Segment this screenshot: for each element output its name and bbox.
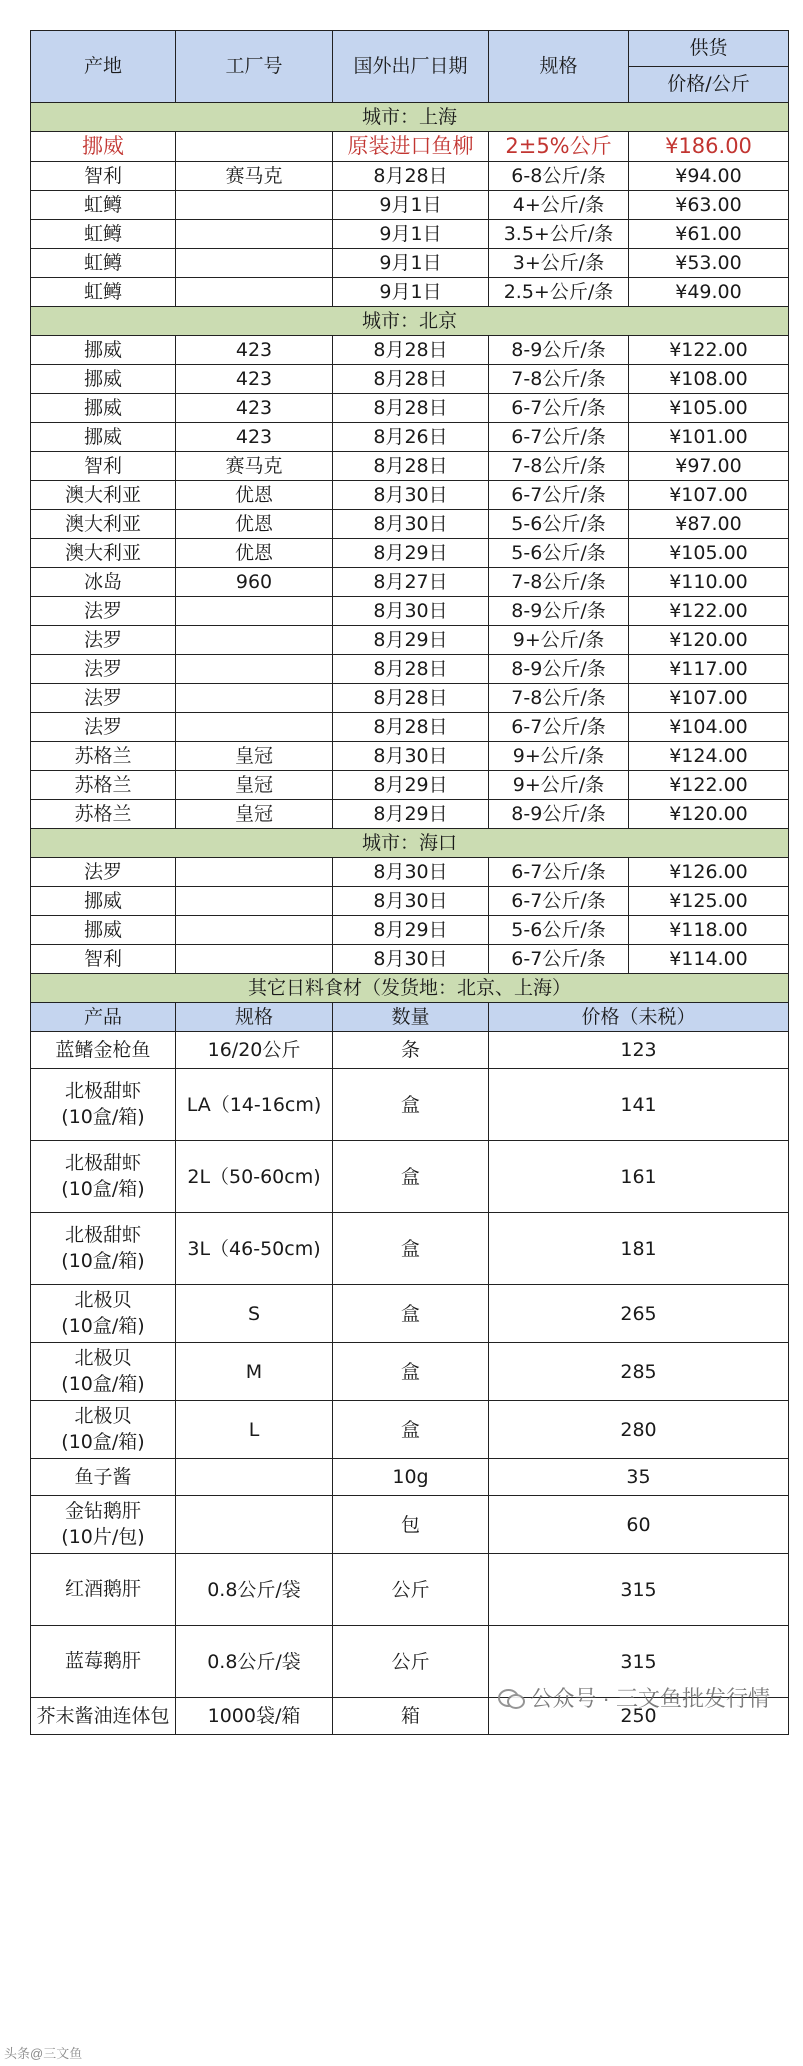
cell-origin: 法罗 bbox=[31, 597, 176, 626]
cell-origin: 虹鳟 bbox=[31, 249, 176, 278]
table-row bbox=[31, 220, 789, 249]
cell-date: 9月1日 bbox=[333, 191, 489, 220]
other-header-row bbox=[31, 1003, 789, 1032]
header-origin: 产地 bbox=[31, 31, 176, 103]
cell-origin: 挪威 bbox=[31, 887, 176, 916]
cell-price: ¥61.00 bbox=[629, 220, 789, 249]
cell-price: 60 bbox=[489, 1496, 789, 1554]
cell-origin: 苏格兰 bbox=[31, 800, 176, 829]
cell-product: 蓝鳍金枪鱼 bbox=[31, 1032, 176, 1069]
cell-price: ¥108.00 bbox=[629, 365, 789, 394]
cell-factory: 优恩 bbox=[176, 510, 333, 539]
table-row bbox=[31, 162, 789, 191]
table-row bbox=[31, 800, 789, 829]
cell-price: ¥105.00 bbox=[629, 539, 789, 568]
cell-date: 9月1日 bbox=[333, 278, 489, 307]
cell-spec: 8-9公斤/条 bbox=[489, 336, 629, 365]
other-table-row bbox=[31, 1032, 789, 1069]
table-row bbox=[31, 568, 789, 597]
cell-product: 北极贝 (10盒/箱) bbox=[31, 1401, 176, 1459]
cell-origin: 虹鳟 bbox=[31, 278, 176, 307]
table-row bbox=[31, 278, 789, 307]
cell-factory bbox=[176, 249, 333, 278]
other-header-qty: 数量 bbox=[333, 1003, 489, 1032]
cell-origin: 澳大利亚 bbox=[31, 539, 176, 568]
cell-factory bbox=[176, 220, 333, 249]
cell-qty: 盒 bbox=[333, 1401, 489, 1459]
cell-product: 北极甜虾 (10盒/箱) bbox=[31, 1069, 176, 1141]
cell-spec: 5-6公斤/条 bbox=[489, 539, 629, 568]
cell-spec: 3+公斤/条 bbox=[489, 249, 629, 278]
table-row bbox=[31, 626, 789, 655]
table-row bbox=[31, 336, 789, 365]
cell-product: 北极贝 (10盒/箱) bbox=[31, 1343, 176, 1401]
cell-price: ¥122.00 bbox=[629, 597, 789, 626]
cell-factory bbox=[176, 655, 333, 684]
cell-spec: 6-7公斤/条 bbox=[489, 858, 629, 887]
cell-price: ¥117.00 bbox=[629, 655, 789, 684]
cell-spec: 16/20公斤 bbox=[176, 1032, 333, 1069]
header-spec: 规格 bbox=[489, 31, 629, 103]
header-date: 国外出厂日期 bbox=[333, 31, 489, 103]
cell-date: 8月30日 bbox=[333, 481, 489, 510]
cell-origin: 挪威 bbox=[31, 132, 176, 162]
cell-product: 鱼子酱 bbox=[31, 1459, 176, 1496]
cell-qty: 包 bbox=[333, 1496, 489, 1554]
cell-date: 8月30日 bbox=[333, 597, 489, 626]
other-table-row bbox=[31, 1496, 789, 1554]
other-table-row bbox=[31, 1401, 789, 1459]
cell-product: 红酒鹅肝 bbox=[31, 1554, 176, 1626]
cell-factory bbox=[176, 887, 333, 916]
cell-price: 141 bbox=[489, 1069, 789, 1141]
cell-date: 8月28日 bbox=[333, 684, 489, 713]
cell-spec: 0.8公斤/袋 bbox=[176, 1626, 333, 1698]
table-row bbox=[31, 132, 789, 162]
cell-origin: 澳大利亚 bbox=[31, 510, 176, 539]
wechat-icon bbox=[498, 1687, 524, 1709]
cell-price: ¥124.00 bbox=[629, 742, 789, 771]
table-row bbox=[31, 423, 789, 452]
cell-factory: 960 bbox=[176, 568, 333, 597]
cell-spec: 5-6公斤/条 bbox=[489, 916, 629, 945]
other-section-row bbox=[31, 974, 789, 1003]
cell-factory: 423 bbox=[176, 336, 333, 365]
cell-spec: 7-8公斤/条 bbox=[489, 452, 629, 481]
watermark-source: 头条@三文鱼 bbox=[4, 2046, 83, 2061]
city-section-row bbox=[31, 307, 789, 336]
cell-spec: S bbox=[176, 1285, 333, 1343]
cell-origin: 澳大利亚 bbox=[31, 481, 176, 510]
cell-product: 芥末酱油连体包 bbox=[31, 1698, 176, 1735]
city-section-row bbox=[31, 829, 789, 858]
cell-product: 北极贝 (10盒/箱) bbox=[31, 1285, 176, 1343]
cell-qty: 盒 bbox=[333, 1069, 489, 1141]
header-factory: 工厂号 bbox=[176, 31, 333, 103]
cell-spec: LA（14-16cm) bbox=[176, 1069, 333, 1141]
cell-date: 9月1日 bbox=[333, 220, 489, 249]
cell-price: ¥101.00 bbox=[629, 423, 789, 452]
table-row bbox=[31, 365, 789, 394]
cell-factory: 赛马克 bbox=[176, 452, 333, 481]
cell-spec: 6-7公斤/条 bbox=[489, 481, 629, 510]
cell-qty: 10g bbox=[333, 1459, 489, 1496]
cell-qty: 箱 bbox=[333, 1698, 489, 1735]
cell-factory: 皇冠 bbox=[176, 742, 333, 771]
table-row bbox=[31, 191, 789, 220]
table-row bbox=[31, 713, 789, 742]
table-row bbox=[31, 887, 789, 916]
cell-product: 蓝莓鹅肝 bbox=[31, 1626, 176, 1698]
watermark-account bbox=[498, 1682, 770, 1713]
cell-price: ¥114.00 bbox=[629, 945, 789, 974]
cell-origin: 智利 bbox=[31, 945, 176, 974]
city-title: 城市：上海 bbox=[31, 103, 789, 132]
cell-spec: 9+公斤/条 bbox=[489, 626, 629, 655]
other-title: 其它日料食材（发货地：北京、上海） bbox=[31, 974, 789, 1003]
city-title: 城市：北京 bbox=[31, 307, 789, 336]
cell-product: 金钻鹅肝 (10片/包) bbox=[31, 1496, 176, 1554]
cell-date: 8月29日 bbox=[333, 916, 489, 945]
header-row bbox=[31, 31, 789, 67]
watermark-account-text: 公众号 · 三文鱼批发行情 bbox=[530, 1686, 770, 1712]
other-header-price: 价格（未税） bbox=[489, 1003, 789, 1032]
cell-factory: 皇冠 bbox=[176, 771, 333, 800]
cell-factory bbox=[176, 945, 333, 974]
cell-date: 8月27日 bbox=[333, 568, 489, 597]
cell-spec: 4+公斤/条 bbox=[489, 191, 629, 220]
cell-factory: 赛马克 bbox=[176, 162, 333, 191]
cell-origin: 法罗 bbox=[31, 713, 176, 742]
table-row bbox=[31, 945, 789, 974]
cell-factory: 优恩 bbox=[176, 481, 333, 510]
cell-factory bbox=[176, 684, 333, 713]
cell-origin: 虹鳟 bbox=[31, 191, 176, 220]
cell-date: 8月28日 bbox=[333, 713, 489, 742]
cell-spec: 9+公斤/条 bbox=[489, 742, 629, 771]
cell-price: 315 bbox=[489, 1554, 789, 1626]
cell-spec: 6-7公斤/条 bbox=[489, 423, 629, 452]
other-table-row bbox=[31, 1285, 789, 1343]
cell-qty: 盒 bbox=[333, 1285, 489, 1343]
cell-date: 8月29日 bbox=[333, 771, 489, 800]
cell-factory bbox=[176, 132, 333, 162]
cell-date: 9月1日 bbox=[333, 249, 489, 278]
cell-date: 8月28日 bbox=[333, 336, 489, 365]
cell-spec: 6-7公斤/条 bbox=[489, 713, 629, 742]
table-row bbox=[31, 684, 789, 713]
cell-price: ¥49.00 bbox=[629, 278, 789, 307]
cell-date: 8月30日 bbox=[333, 887, 489, 916]
cell-date: 8月28日 bbox=[333, 452, 489, 481]
cell-origin: 法罗 bbox=[31, 655, 176, 684]
cell-origin: 法罗 bbox=[31, 684, 176, 713]
cell-spec: 2.5+公斤/条 bbox=[489, 278, 629, 307]
cell-date: 8月30日 bbox=[333, 510, 489, 539]
table-row bbox=[31, 452, 789, 481]
table-row bbox=[31, 771, 789, 800]
cell-spec: 0.8公斤/袋 bbox=[176, 1554, 333, 1626]
cell-date: 8月28日 bbox=[333, 365, 489, 394]
cell-spec: 5-6公斤/条 bbox=[489, 510, 629, 539]
cell-origin: 冰岛 bbox=[31, 568, 176, 597]
other-table-row bbox=[31, 1141, 789, 1213]
cell-origin: 智利 bbox=[31, 162, 176, 191]
cell-price: ¥122.00 bbox=[629, 771, 789, 800]
cell-spec: M bbox=[176, 1343, 333, 1401]
cell-spec: 3L（46-50cm) bbox=[176, 1213, 333, 1285]
header-supply: 供货 bbox=[629, 31, 789, 67]
cell-price: ¥125.00 bbox=[629, 887, 789, 916]
cell-factory bbox=[176, 858, 333, 887]
other-table-row bbox=[31, 1343, 789, 1401]
other-header-spec: 规格 bbox=[176, 1003, 333, 1032]
cell-spec: 6-7公斤/条 bbox=[489, 394, 629, 423]
table-row bbox=[31, 510, 789, 539]
cell-price: ¥97.00 bbox=[629, 452, 789, 481]
cell-spec bbox=[176, 1496, 333, 1554]
cell-factory bbox=[176, 191, 333, 220]
cell-price: ¥63.00 bbox=[629, 191, 789, 220]
table-row bbox=[31, 742, 789, 771]
cell-origin: 法罗 bbox=[31, 626, 176, 655]
cell-qty: 公斤 bbox=[333, 1626, 489, 1698]
cell-price: ¥53.00 bbox=[629, 249, 789, 278]
cell-origin: 智利 bbox=[31, 452, 176, 481]
cell-price: ¥94.00 bbox=[629, 162, 789, 191]
cell-factory bbox=[176, 916, 333, 945]
cell-price: ¥122.00 bbox=[629, 336, 789, 365]
cell-spec: 3.5+公斤/条 bbox=[489, 220, 629, 249]
cell-factory bbox=[176, 713, 333, 742]
other-table-row bbox=[31, 1554, 789, 1626]
cell-price: ¥120.00 bbox=[629, 800, 789, 829]
cell-spec: 6-8公斤/条 bbox=[489, 162, 629, 191]
cell-origin: 法罗 bbox=[31, 858, 176, 887]
city-title: 城市：海口 bbox=[31, 829, 789, 858]
table-row bbox=[31, 916, 789, 945]
cell-spec: 6-7公斤/条 bbox=[489, 945, 629, 974]
cell-price: ¥126.00 bbox=[629, 858, 789, 887]
cell-price: 123 bbox=[489, 1032, 789, 1069]
cell-spec: 8-9公斤/条 bbox=[489, 800, 629, 829]
cell-spec: 7-8公斤/条 bbox=[489, 568, 629, 597]
cell-qty: 盒 bbox=[333, 1141, 489, 1213]
cell-date: 8月29日 bbox=[333, 539, 489, 568]
cell-spec: 9+公斤/条 bbox=[489, 771, 629, 800]
cell-product: 北极甜虾 (10盒/箱) bbox=[31, 1213, 176, 1285]
header-price-unit: 价格/公斤 bbox=[629, 67, 789, 103]
cell-price: 280 bbox=[489, 1401, 789, 1459]
cell-spec: 8-9公斤/条 bbox=[489, 655, 629, 684]
cell-origin: 苏格兰 bbox=[31, 742, 176, 771]
cell-date: 8月29日 bbox=[333, 800, 489, 829]
table-row bbox=[31, 858, 789, 887]
cell-price: ¥110.00 bbox=[629, 568, 789, 597]
cell-spec: 2±5%公斤 bbox=[489, 132, 629, 162]
table-row bbox=[31, 394, 789, 423]
cell-date: 8月28日 bbox=[333, 162, 489, 191]
cell-date: 8月30日 bbox=[333, 945, 489, 974]
cell-price: 35 bbox=[489, 1459, 789, 1496]
table-row bbox=[31, 481, 789, 510]
cell-price: ¥107.00 bbox=[629, 481, 789, 510]
cell-origin: 虹鳟 bbox=[31, 220, 176, 249]
price-table bbox=[30, 30, 789, 1735]
cell-price: 250 bbox=[489, 1698, 789, 1735]
cell-factory: 优恩 bbox=[176, 539, 333, 568]
city-section-row bbox=[31, 103, 789, 132]
cell-price: 161 bbox=[489, 1141, 789, 1213]
cell-spec: 1000袋/箱 bbox=[176, 1698, 333, 1735]
cell-price: ¥87.00 bbox=[629, 510, 789, 539]
cell-price: ¥104.00 bbox=[629, 713, 789, 742]
cell-factory bbox=[176, 278, 333, 307]
cell-date: 8月28日 bbox=[333, 394, 489, 423]
cell-date: 8月30日 bbox=[333, 742, 489, 771]
cell-spec: L bbox=[176, 1401, 333, 1459]
cell-date: 原装进口鱼柳 bbox=[333, 132, 489, 162]
cell-product: 北极甜虾 (10盒/箱) bbox=[31, 1141, 176, 1213]
cell-origin: 挪威 bbox=[31, 394, 176, 423]
cell-spec: 2L（50-60cm) bbox=[176, 1141, 333, 1213]
cell-price: 285 bbox=[489, 1343, 789, 1401]
cell-price: ¥118.00 bbox=[629, 916, 789, 945]
cell-factory: 423 bbox=[176, 394, 333, 423]
cell-qty: 条 bbox=[333, 1032, 489, 1069]
cell-origin: 挪威 bbox=[31, 916, 176, 945]
cell-spec: 7-8公斤/条 bbox=[489, 365, 629, 394]
cell-date: 8月29日 bbox=[333, 626, 489, 655]
table-row bbox=[31, 655, 789, 684]
cell-spec: 6-7公斤/条 bbox=[489, 887, 629, 916]
cell-origin: 挪威 bbox=[31, 423, 176, 452]
cell-date: 8月26日 bbox=[333, 423, 489, 452]
other-table-row bbox=[31, 1459, 789, 1496]
cell-price: ¥105.00 bbox=[629, 394, 789, 423]
cell-price: ¥120.00 bbox=[629, 626, 789, 655]
cell-factory: 423 bbox=[176, 423, 333, 452]
cell-spec: 7-8公斤/条 bbox=[489, 684, 629, 713]
cell-qty: 盒 bbox=[333, 1343, 489, 1401]
cell-spec: 8-9公斤/条 bbox=[489, 597, 629, 626]
cell-date: 8月30日 bbox=[333, 858, 489, 887]
other-table-row bbox=[31, 1069, 789, 1141]
cell-factory bbox=[176, 626, 333, 655]
table-row bbox=[31, 249, 789, 278]
cell-date: 8月28日 bbox=[333, 655, 489, 684]
table-row bbox=[31, 539, 789, 568]
cell-factory: 皇冠 bbox=[176, 800, 333, 829]
cell-qty: 盒 bbox=[333, 1213, 489, 1285]
cell-qty: 公斤 bbox=[333, 1554, 489, 1626]
cell-price: ¥107.00 bbox=[629, 684, 789, 713]
other-header-product: 产品 bbox=[31, 1003, 176, 1032]
cell-factory: 423 bbox=[176, 365, 333, 394]
price-sheet bbox=[30, 30, 788, 1735]
table-row bbox=[31, 597, 789, 626]
cell-price: ¥186.00 bbox=[629, 132, 789, 162]
cell-price: 315 bbox=[489, 1626, 789, 1698]
cell-origin: 苏格兰 bbox=[31, 771, 176, 800]
cell-factory bbox=[176, 597, 333, 626]
cell-spec bbox=[176, 1459, 333, 1496]
cell-price: 265 bbox=[489, 1285, 789, 1343]
cell-price: 181 bbox=[489, 1213, 789, 1285]
other-table-row bbox=[31, 1213, 789, 1285]
cell-origin: 挪威 bbox=[31, 336, 176, 365]
cell-origin: 挪威 bbox=[31, 365, 176, 394]
